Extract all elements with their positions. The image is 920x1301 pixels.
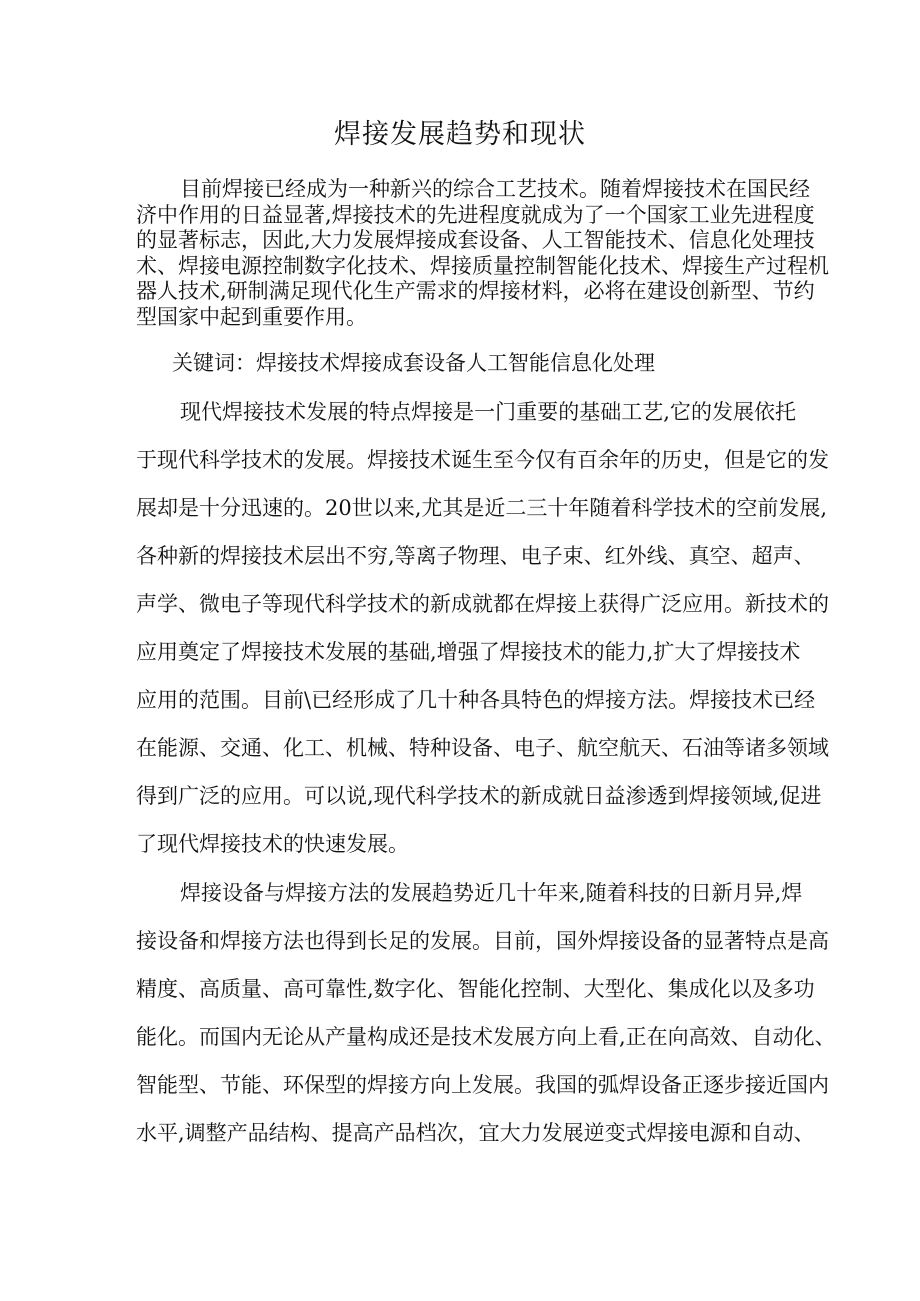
text-line: 应用奠定了焊接技术发展的基础,增强了焊接技术的能力,扩大了焊接技术 xyxy=(136,640,801,664)
text-line: 的显著标志，因此,大力发展焊接成套设备、人工智能技术、信息化处理技 xyxy=(136,228,815,253)
body-paragraph-development-features xyxy=(136,388,829,868)
text-line: 现代焊接技术发展的特点焊接是一门重要的基础工艺,它的发展依托 xyxy=(180,400,796,424)
keywords-text: 关键词：焊接技术焊接成套设备人工智能信息化处理 xyxy=(172,351,655,375)
document-title: 焊接发展趋势和现状 xyxy=(334,119,586,150)
text-line: 目前焊接已经成为一种新兴的综合工艺技术。随着焊接技术在国民经 xyxy=(180,177,810,201)
text-line: 智能型、节能、环保型的焊接方向上发展。我国的弧焊设备正逐步接近国内 xyxy=(136,1073,829,1097)
text-line: 术、焊接电源控制数字化技术、焊接质量控制智能化技术、焊接生产过程机 xyxy=(136,253,829,278)
text-line: 各种新的焊接技术层出不穷,等离子物理、电子束、红外线、真空、超声、 xyxy=(136,544,815,568)
text-line: 精度、高质量、高可靠性,数字化、智能化控制、大型化、集成化以及多功 xyxy=(136,977,815,1001)
text-line: 接设备和焊接方法也得到长足的发展。目前，国外焊接设备的显著特点是高 xyxy=(136,929,829,953)
text-line: 于现代科学技术的发展。焊接技术诞生至今仅有百余年的历史，但是它的发 xyxy=(136,448,829,472)
text-line: 焊接设备与焊接方法的发展趋势近几十年来,随着科技的日新月异,焊 xyxy=(180,881,803,905)
abstract-paragraph xyxy=(136,177,829,331)
keywords-line xyxy=(172,349,655,377)
text-line: 型国家中起到重要作用。 xyxy=(136,304,367,329)
text-line: 在能源、交通、化工、机械、特种设备、电子、航空航天、石油等诸多领域 xyxy=(136,736,829,760)
text-line: 水平,调整产品结构、提高产品档次，宜大力发展逆变式焊接电源和自动、 xyxy=(136,1121,815,1145)
text-line: 济中作用的日益显著,焊接技术的先进程度就成为了一个国家工业先进程度 xyxy=(136,202,815,227)
text-line: 得到广泛的应用。可以说,现代科学技术的新成就日益渗透到焊接领域,促进 xyxy=(136,784,822,808)
body-paragraph-equipment-trends xyxy=(136,869,836,1157)
text-line: 应用的范围。目前\已经形成了几十种各具特色的焊接方法。焊接技术已经 xyxy=(136,688,816,712)
text-line: 声学、微电子等现代科学技术的新成就都在焊接上获得广泛应用。新技术的 xyxy=(136,592,829,616)
text-line: 器人技术,研制满足现代化生产需求的焊接材料，必将在建设创新型、节约 xyxy=(136,279,815,304)
text-line: 了现代焊接技术的快速发展。 xyxy=(136,832,409,856)
text-line: 展却是十分迅速的。20世以来,尤其是近二三十年随着科学技术的空前发展, xyxy=(136,496,828,520)
text-line: 能化。而国内无论从产量构成还是技术发展方向上看,正在向高效、自动化、 xyxy=(136,1025,836,1049)
